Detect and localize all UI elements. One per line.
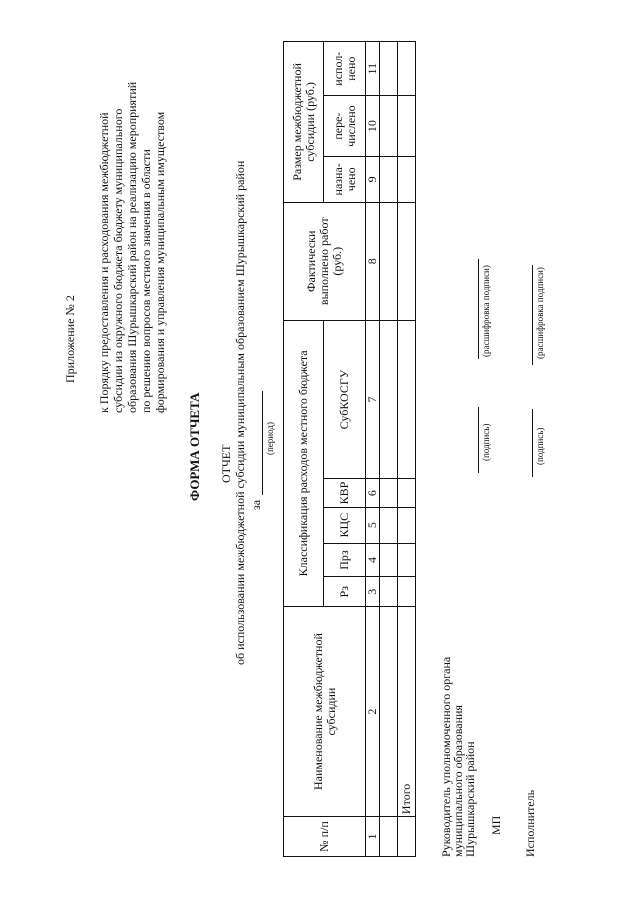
period-line xyxy=(262,391,263,495)
header-classification: Классификация расходов местного бюджета xyxy=(284,320,324,606)
head-decode-caption: (расшифровка подписи) xyxy=(481,265,491,357)
header-kcs: КЦС xyxy=(324,507,366,543)
col-number: 6 xyxy=(366,479,380,507)
period-caption: (период) xyxy=(265,422,275,455)
appendix-line-3: образования Шурышкарский район на реализацию мероприятий xyxy=(125,81,139,413)
col-number: 10 xyxy=(366,96,380,156)
head-line-1: Руководитель уполномоченного органа xyxy=(439,656,453,857)
header-name: Наименование межбюджетной субсидии xyxy=(284,607,366,817)
column-number-row xyxy=(366,42,380,857)
header-num: № п/п xyxy=(284,817,366,857)
head-line-2: муниципального образования xyxy=(451,705,465,857)
report-table xyxy=(283,41,416,857)
appendix-line-5: формирования и управления муниципальным имуществом xyxy=(153,111,167,413)
header-fact: Фактически выполнено работ (руб.) xyxy=(284,202,366,320)
form-title: ФОРМА ОТЧЕТА xyxy=(187,392,202,501)
col-number: 9 xyxy=(366,156,380,202)
header-transferred: пере-числено xyxy=(324,96,366,156)
header-size: Размер межбюджетной субсидии (руб.) xyxy=(284,42,324,203)
header-assigned: назна-чено xyxy=(324,156,366,202)
header-rz: Рз xyxy=(324,577,366,607)
header-kvr: КВР xyxy=(324,479,366,507)
col-number: 8 xyxy=(366,202,380,320)
col-number: 3 xyxy=(366,577,380,607)
exec-decode-caption: (расшифровка подписи) xyxy=(535,267,545,359)
report-heading: ОТЧЕТ xyxy=(219,444,233,483)
head-line-3: Шурышкарский район xyxy=(463,741,477,857)
empty-data-row xyxy=(380,42,398,857)
appendix-number: Приложение № 2 xyxy=(63,295,77,383)
appendix-line-1: к Порядку предоставления и расходования межбюджетной xyxy=(97,112,111,413)
exec-sign-caption: (подпись) xyxy=(535,427,545,465)
header-executed: испол-нено xyxy=(324,42,366,96)
total-label: Итого xyxy=(398,607,416,817)
total-row xyxy=(398,42,416,857)
executor-label: Исполнитель xyxy=(523,789,537,857)
col-number: 2 xyxy=(366,607,380,817)
exec-decode-line xyxy=(532,265,533,365)
col-number: 1 xyxy=(366,817,380,857)
head-sign-line xyxy=(478,407,479,473)
period-prefix: за xyxy=(249,499,263,510)
head-sign-caption: (подпись) xyxy=(481,423,491,461)
appendix-line-2: субсидии из окружного бюджета бюджету муниципального xyxy=(111,108,125,413)
head-decode-line xyxy=(478,259,479,359)
report-subheading: об использовании межбюджетной субсидии муниципальным образованием Шурышкарский район xyxy=(233,160,247,665)
exec-sign-line xyxy=(532,409,533,477)
mp-label: МП xyxy=(489,815,503,835)
header-subkosgu: СубКОСГУ xyxy=(324,320,366,479)
header-prz: Прз xyxy=(324,543,366,577)
col-number: 7 xyxy=(366,320,380,479)
col-number: 4 xyxy=(366,543,380,577)
appendix-line-4: по решению вопросов местного значения в области xyxy=(139,149,153,413)
col-number: 11 xyxy=(366,42,380,96)
col-number: 5 xyxy=(366,507,380,543)
